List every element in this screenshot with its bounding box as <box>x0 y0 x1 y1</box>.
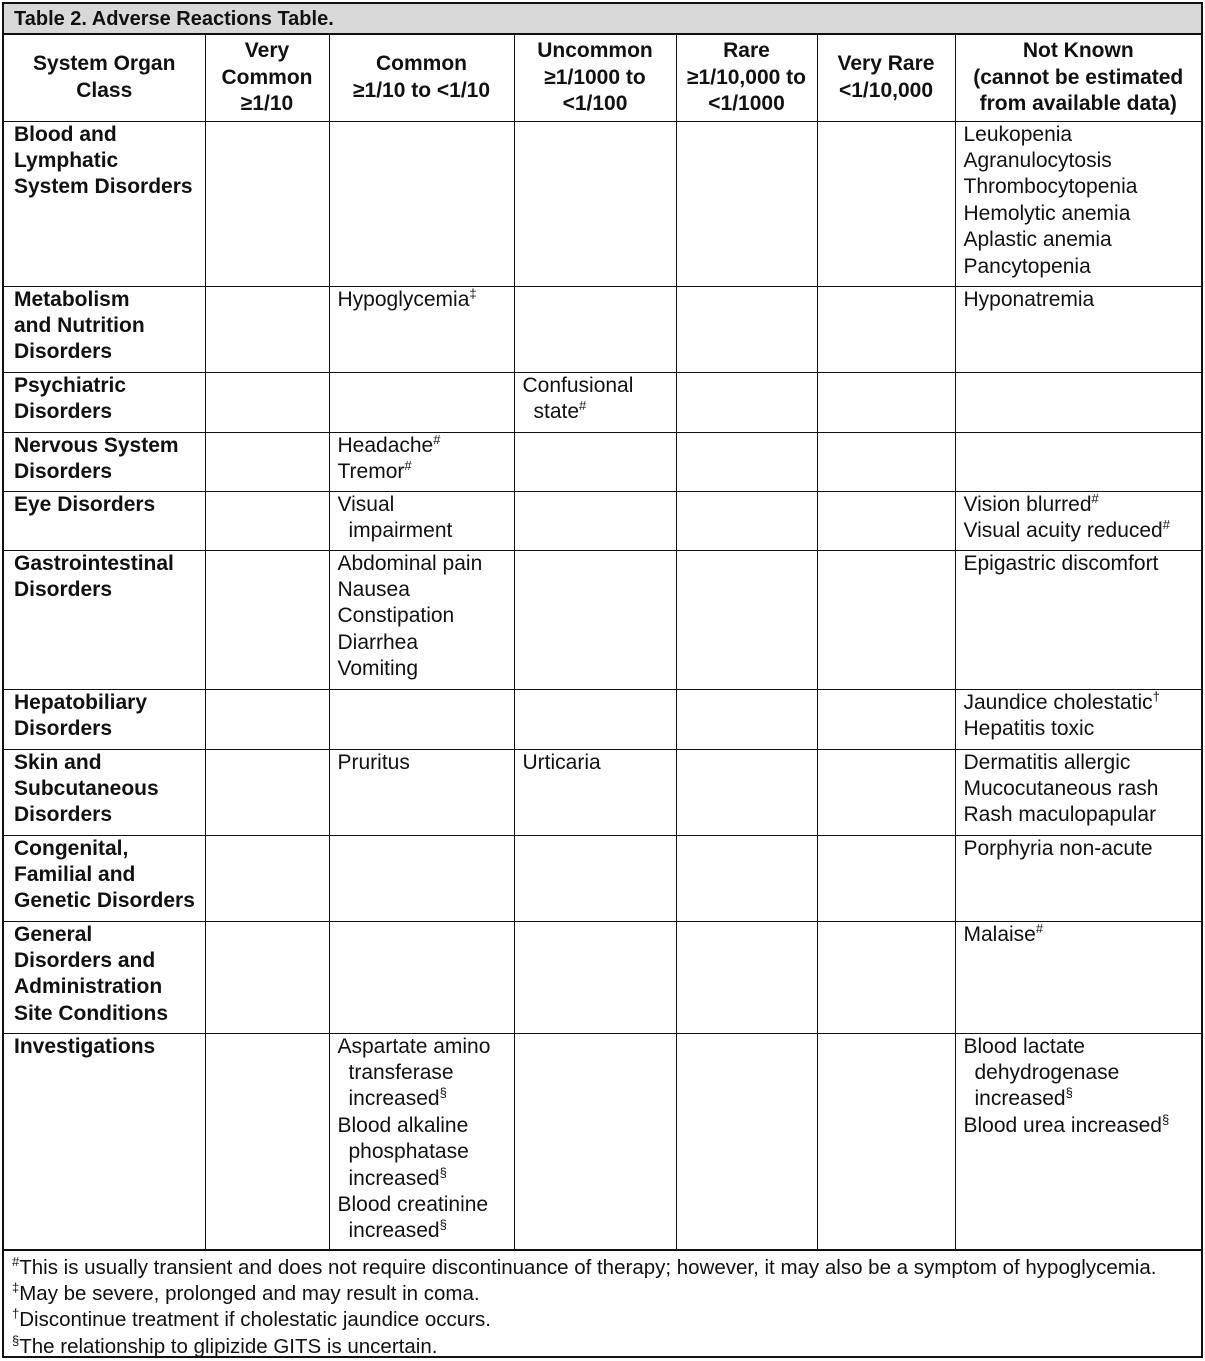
column-header-line: System Organ <box>33 52 176 76</box>
system-organ-class-line: General <box>14 922 93 946</box>
reaction-name: Vision blurred <box>963 492 1092 516</box>
reaction-cell <box>817 286 955 372</box>
reaction-name: Pancytopenia <box>963 254 1091 278</box>
reaction-cell <box>329 121 514 286</box>
footnote <box>12 1255 1201 1281</box>
system-organ-class-line: Nervous System <box>14 433 179 457</box>
footnote-marker: # <box>1091 490 1099 506</box>
system-organ-class-line: Investigations <box>14 1034 156 1058</box>
reaction-cell <box>205 1033 329 1249</box>
system-organ-class-cell <box>4 1033 205 1249</box>
reaction-cell <box>955 286 1201 372</box>
reaction-cell <box>329 432 514 491</box>
system-organ-class-line: Metabolism <box>14 287 130 311</box>
system-organ-class-cell <box>4 121 205 286</box>
reaction-name: increased <box>348 1219 440 1243</box>
reaction-item <box>338 287 506 313</box>
reaction-item <box>523 373 668 399</box>
reaction-name: Porphyria non-acute <box>963 836 1153 860</box>
system-organ-class-line: Psychiatric <box>14 373 127 397</box>
reaction-name: Malaise <box>963 922 1036 946</box>
table-caption: Table 2. Adverse Reactions Table. <box>4 4 1201 35</box>
reaction-cell <box>955 749 1201 835</box>
column-header-line: ≥1/10 <box>240 91 294 115</box>
reaction-item <box>338 630 506 656</box>
system-organ-class-cell <box>4 550 205 689</box>
footnote-symbol: # <box>12 1253 20 1269</box>
reaction-cell <box>817 749 955 835</box>
reaction-name: Rash maculopapular <box>963 803 1157 827</box>
reaction-item <box>964 750 1194 776</box>
reaction-cell <box>817 550 955 689</box>
table-row <box>4 286 1201 372</box>
reaction-cell <box>514 550 676 689</box>
reaction-cell <box>329 749 514 835</box>
column-header <box>676 35 817 121</box>
reaction-item <box>338 1192 506 1218</box>
reaction-cell <box>676 921 817 1033</box>
footnote-marker: § <box>439 1164 447 1180</box>
reaction-item <box>338 1166 506 1192</box>
table-row <box>4 372 1201 432</box>
reaction-item <box>338 551 506 577</box>
reaction-cell <box>955 1033 1201 1249</box>
reaction-cell <box>205 921 329 1033</box>
reaction-item <box>964 1086 1194 1112</box>
reaction-item <box>964 776 1194 802</box>
footnote-marker: § <box>1161 1111 1170 1127</box>
column-header <box>817 35 955 121</box>
column-header-line: Very Rare <box>837 52 935 76</box>
adverse-reactions-table <box>4 35 1201 1250</box>
footnote-marker: † <box>1152 688 1160 704</box>
footnote-marker: # <box>1162 516 1170 532</box>
system-organ-class-line: Skin and <box>14 750 102 774</box>
footnote-marker: § <box>439 1217 447 1233</box>
system-organ-class-line: Subcutaneous <box>14 776 159 800</box>
table-row <box>4 491 1201 550</box>
reaction-item <box>964 802 1194 828</box>
system-organ-class-cell <box>4 835 205 921</box>
reaction-cell <box>514 491 676 550</box>
column-header-line: Class <box>76 78 133 102</box>
reaction-name: state <box>533 399 580 423</box>
reaction-name: increased <box>974 1087 1066 1111</box>
table-row <box>4 121 1201 286</box>
reaction-name: Nausea <box>337 577 410 601</box>
reaction-item <box>338 1113 506 1139</box>
column-header <box>955 35 1201 121</box>
adverse-reactions-table-frame <box>2 2 1203 1358</box>
reaction-item <box>338 433 506 459</box>
system-organ-class-line: Familial and <box>14 862 136 886</box>
reaction-name: Blood alkaline <box>337 1113 469 1137</box>
column-header-line: ≥1/1000 to <box>544 65 646 89</box>
footnote-marker: § <box>1065 1085 1073 1101</box>
reaction-name: Headache <box>337 433 434 457</box>
reaction-item <box>338 1218 506 1244</box>
reaction-cell <box>817 1033 955 1249</box>
system-organ-class-line: and Nutrition <box>14 313 145 337</box>
reaction-cell <box>676 749 817 835</box>
reaction-item <box>338 1060 506 1086</box>
reaction-cell <box>514 286 676 372</box>
reaction-cell <box>514 689 676 749</box>
column-header <box>4 35 205 121</box>
column-header-line: Very <box>244 39 290 63</box>
system-organ-class-line: Disorders <box>14 340 113 364</box>
system-organ-class-line: Eye Disorders <box>14 492 156 516</box>
reaction-name: Hyponatremia <box>963 287 1095 311</box>
reaction-cell <box>514 432 676 491</box>
reaction-item <box>964 1034 1194 1060</box>
column-header-line: <1/100 <box>562 91 628 115</box>
reaction-name: Hemolytic anemia <box>963 201 1131 225</box>
reaction-cell <box>817 921 955 1033</box>
system-organ-class-line: Congenital, <box>14 836 129 860</box>
reaction-cell <box>676 491 817 550</box>
reaction-cell <box>955 921 1201 1033</box>
reaction-cell <box>329 1033 514 1249</box>
reaction-name: increased <box>348 1087 440 1111</box>
system-organ-class-line: Blood and <box>14 122 117 146</box>
reaction-item <box>338 492 506 518</box>
reaction-cell <box>955 689 1201 749</box>
reaction-name: Epigastric discomfort <box>963 551 1159 575</box>
reaction-name: Blood urea increased <box>963 1113 1162 1137</box>
system-organ-class-line: System Disorders <box>14 175 193 199</box>
reaction-name: Aspartate amino <box>337 1034 491 1058</box>
reaction-cell <box>514 121 676 286</box>
table-row <box>4 1033 1201 1249</box>
reaction-name: Constipation <box>337 604 455 628</box>
reaction-cell <box>205 689 329 749</box>
column-header-line: Common <box>376 52 467 76</box>
footnote-marker: # <box>579 397 587 413</box>
column-header-line: <1/1000 <box>708 91 785 115</box>
reaction-item <box>338 656 506 682</box>
reaction-item <box>338 1034 506 1060</box>
reaction-name: Leukopenia <box>963 122 1073 146</box>
reaction-name: dehydrogenase <box>974 1060 1120 1084</box>
reaction-cell <box>955 121 1201 286</box>
column-header-line: Uncommon <box>537 39 653 63</box>
column-header-line: ≥1/10 to <1/10 <box>352 78 491 102</box>
system-organ-class-line: Disorders and <box>14 948 156 972</box>
reaction-item <box>964 836 1194 862</box>
system-organ-class-line: Disorders <box>14 399 113 423</box>
reaction-cell <box>955 372 1201 432</box>
reaction-cell <box>329 921 514 1033</box>
footnote <box>12 1334 1201 1360</box>
reaction-cell <box>205 749 329 835</box>
reaction-item <box>523 750 668 776</box>
footnote-marker: ‡ <box>469 285 477 301</box>
reaction-cell <box>817 689 955 749</box>
reaction-cell <box>205 286 329 372</box>
reaction-item <box>338 577 506 603</box>
reaction-item <box>523 399 668 425</box>
reaction-cell <box>514 749 676 835</box>
reaction-cell <box>514 921 676 1033</box>
reaction-name: Jaundice cholestatic <box>963 690 1153 714</box>
system-organ-class-line: Genetic Disorders <box>14 889 195 913</box>
column-header-line: <1/10,000 <box>838 78 933 102</box>
reaction-item <box>964 287 1194 313</box>
reaction-cell <box>955 835 1201 921</box>
reaction-name: Dermatitis allergic <box>963 750 1131 774</box>
reaction-cell <box>955 432 1201 491</box>
column-header-line: ≥1/10,000 to <box>687 65 806 89</box>
system-organ-class-cell <box>4 286 205 372</box>
reaction-cell <box>817 835 955 921</box>
reaction-item <box>338 1086 506 1112</box>
system-organ-class-cell <box>4 372 205 432</box>
column-header-line: Common <box>221 65 313 89</box>
reaction-name: Visual <box>337 492 395 516</box>
reaction-cell <box>514 835 676 921</box>
reaction-item <box>964 122 1194 148</box>
reaction-cell <box>817 491 955 550</box>
header-row <box>4 35 1201 121</box>
reaction-item <box>338 750 506 776</box>
system-organ-class-cell <box>4 689 205 749</box>
column-header-line: Not Known <box>1022 39 1134 63</box>
table-row <box>4 921 1201 1033</box>
reaction-name: Hypoglycemia <box>337 287 470 311</box>
reaction-item <box>964 254 1194 280</box>
system-organ-class-line: Disorders <box>14 459 113 483</box>
reaction-cell <box>205 835 329 921</box>
reaction-cell <box>205 491 329 550</box>
footnote-marker: # <box>404 457 412 473</box>
reaction-item <box>338 603 506 629</box>
system-organ-class-line: Disorders <box>14 803 113 827</box>
system-organ-class-line: Disorders <box>14 716 113 740</box>
reaction-item <box>964 227 1194 253</box>
footnote-symbol: † <box>12 1306 20 1322</box>
reaction-cell <box>514 1033 676 1249</box>
reaction-item <box>338 459 506 485</box>
reaction-item <box>964 551 1194 577</box>
reaction-name: Vomiting <box>337 657 419 681</box>
reaction-item <box>964 174 1194 200</box>
footnote <box>12 1307 1201 1333</box>
reaction-cell <box>205 432 329 491</box>
system-organ-class-line: Lymphatic <box>14 148 119 172</box>
reaction-name: Abdominal pain <box>337 551 483 575</box>
column-header-line: (cannot be estimated <box>973 65 1184 89</box>
reaction-cell <box>205 372 329 432</box>
footnote-marker: § <box>439 1085 447 1101</box>
reaction-item <box>964 690 1194 716</box>
column-header <box>514 35 676 121</box>
reaction-item <box>964 148 1194 174</box>
reaction-cell <box>955 550 1201 689</box>
footnote-text: Discontinue treatment if cholestatic jaundice occurs. <box>19 1308 491 1332</box>
reaction-name: Agranulocytosis <box>963 148 1112 172</box>
reaction-cell <box>329 491 514 550</box>
system-organ-class-cell <box>4 491 205 550</box>
reaction-name: transferase <box>348 1060 454 1084</box>
reaction-item <box>338 518 506 544</box>
reaction-name: Diarrhea <box>337 630 419 654</box>
footnote-text: May be severe, prolonged and may result in coma. <box>19 1281 480 1305</box>
footnote-symbol: ‡ <box>12 1280 20 1296</box>
reaction-cell <box>676 1033 817 1249</box>
reaction-item <box>964 201 1194 227</box>
column-header-line: Rare <box>723 39 770 63</box>
reaction-cell <box>676 689 817 749</box>
reaction-cell <box>676 432 817 491</box>
reaction-name: Tremor <box>337 459 405 483</box>
reaction-cell <box>329 550 514 689</box>
column-header <box>205 35 329 121</box>
reaction-name: Pruritus <box>337 750 410 774</box>
reaction-name: Aplastic anemia <box>963 228 1112 252</box>
reaction-item <box>964 1060 1194 1086</box>
reaction-name: Blood lactate <box>963 1034 1085 1058</box>
system-organ-class-cell <box>4 921 205 1033</box>
table-row <box>4 835 1201 921</box>
reaction-cell <box>329 372 514 432</box>
reaction-cell <box>329 689 514 749</box>
footnote-text: The relationship to glipizide GITS is uncertain. <box>19 1334 438 1358</box>
table-row <box>4 550 1201 689</box>
system-organ-class-line: Disorders <box>14 577 113 601</box>
reaction-cell <box>676 121 817 286</box>
system-organ-class-line: Administration <box>14 975 163 999</box>
column-header-line: from available data) <box>979 91 1177 115</box>
system-organ-class-line: Site Conditions <box>14 1001 168 1025</box>
reaction-name: Hepatitis toxic <box>963 716 1095 740</box>
reaction-cell <box>955 491 1201 550</box>
footnotes <box>4 1250 1201 1361</box>
table-row <box>4 749 1201 835</box>
system-organ-class-cell <box>4 749 205 835</box>
reaction-item <box>964 492 1194 518</box>
reaction-name: phosphatase <box>348 1140 469 1164</box>
reaction-name: Mucocutaneous rash <box>963 776 1159 800</box>
reaction-name: Urticaria <box>522 750 601 774</box>
table-row <box>4 689 1201 749</box>
reaction-cell <box>514 372 676 432</box>
reaction-cell <box>329 835 514 921</box>
reaction-cell <box>817 432 955 491</box>
footnote <box>12 1281 1201 1307</box>
reaction-name: impairment <box>348 518 453 542</box>
system-organ-class-cell <box>4 432 205 491</box>
table-row <box>4 432 1201 491</box>
table-body <box>4 121 1201 1249</box>
reaction-item <box>964 518 1194 544</box>
system-organ-class-line: Gastrointestinal <box>14 551 174 575</box>
reaction-name: increased <box>348 1166 440 1190</box>
system-organ-class-line: Hepatobiliary <box>14 690 148 714</box>
reaction-cell <box>676 550 817 689</box>
reaction-name: Blood creatinine <box>337 1192 489 1216</box>
footnote-marker: # <box>1035 920 1044 936</box>
reaction-cell <box>205 550 329 689</box>
reaction-cell <box>676 372 817 432</box>
reaction-cell <box>676 286 817 372</box>
reaction-cell <box>817 121 955 286</box>
reaction-cell <box>329 286 514 372</box>
footnote-symbol: § <box>12 1332 20 1348</box>
reaction-item <box>964 1113 1194 1139</box>
reaction-item <box>338 1139 506 1165</box>
reaction-item <box>964 922 1194 948</box>
reaction-cell <box>817 372 955 432</box>
reaction-item <box>964 716 1194 742</box>
reaction-name: Visual acuity reduced <box>963 518 1163 542</box>
column-header <box>329 35 514 121</box>
reaction-cell <box>676 835 817 921</box>
reaction-cell <box>205 121 329 286</box>
footnote-marker: # <box>433 431 441 447</box>
reaction-name: Confusional <box>522 373 634 397</box>
footnote-text: This is usually transient and does not require discontinuance of therapy; however, it may also be a symptom of hypoglycemia. <box>19 1255 1157 1279</box>
reaction-name: Thrombocytopenia <box>963 175 1138 199</box>
